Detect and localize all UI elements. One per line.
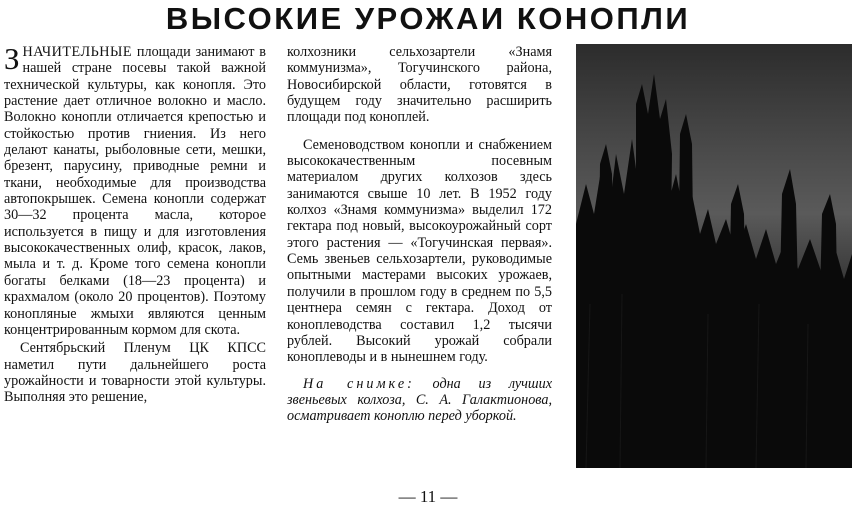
- lead-word: НАЧИТЕЛЬНЫЕ: [22, 44, 133, 60]
- caption-label: На снимке:: [303, 375, 415, 392]
- hemp-field-illustration: [576, 44, 852, 468]
- paragraph-seed-growing: Семеноводством конопли и снабжением высококачественным посевным материалом других колхозов здесь занимаются свыше 10 лет. В 1952 году колхоз «Знамя коммунизма» выделил 172 гектара под новый, высокоурожайный сорт этого растения — «Тогучинская первая». Семь звеньев сельхозартели, руководимые опытными мастерами высоких урожаев, получили в прошлом году в среднем по 5,5 центнера семян с гектара. Доход от коноплеводства составил 1,2 тысячи рублей. Высокий урожай собрали коноплеводы и в нынешнем году.: [287, 136, 552, 366]
- drop-cap: З: [4, 41, 20, 76]
- hemp-field-photo: [576, 44, 852, 468]
- paragraph-kolkhoz: колхозники сельхозартели «Знамя коммунизма», Тогучинского района, Новосибирской области, готовятся в будущем году значительно расширить площади под коноплей.: [287, 44, 552, 126]
- article-column-1: [4, 41, 266, 406]
- paragraph-plenum: Сентябрьский Пленум ЦК КПСС наметил пути дальнейшего роста урожайности и товарности этой культуры. Выполняя это решение,: [4, 340, 266, 406]
- photo-caption: [287, 376, 552, 425]
- paragraph-intro: [4, 41, 266, 338]
- caption-text: одна из лучших звеньевых колхоза, С. А. Галактионова, осматривает коноплю перед уборкой.: [287, 375, 552, 425]
- article-title: ВЫСОКИЕ УРОЖАИ КОНОПЛИ: [165, 1, 691, 36]
- page-number: — 11 —: [398, 487, 458, 506]
- paragraph-intro-text: площади занимают в нашей стране посевы такой важной технической культуры, как конопля. Это растение дает отличное волокно и масло. Волокно конопли отличается крепостью и стойкостью против гниения. Из него делают канаты, рыболовные сети, мешки, брезент, парусину, приводные ремни и ткани, необходимые для производства автопокрышек. Семена конопли содержат 30—32 процента масла, которое используется в пищу и для изготовления высококачественных олиф, красок, лаков, мыла и т. д. Кроме того семена конопли богаты белками (18—23 процента) и крахмалом (около 20 процентов). Поэтому конопляные жмыхи являются ценным концентрированным кормом для скота.: [4, 44, 266, 338]
- article-column-2: [287, 44, 552, 425]
